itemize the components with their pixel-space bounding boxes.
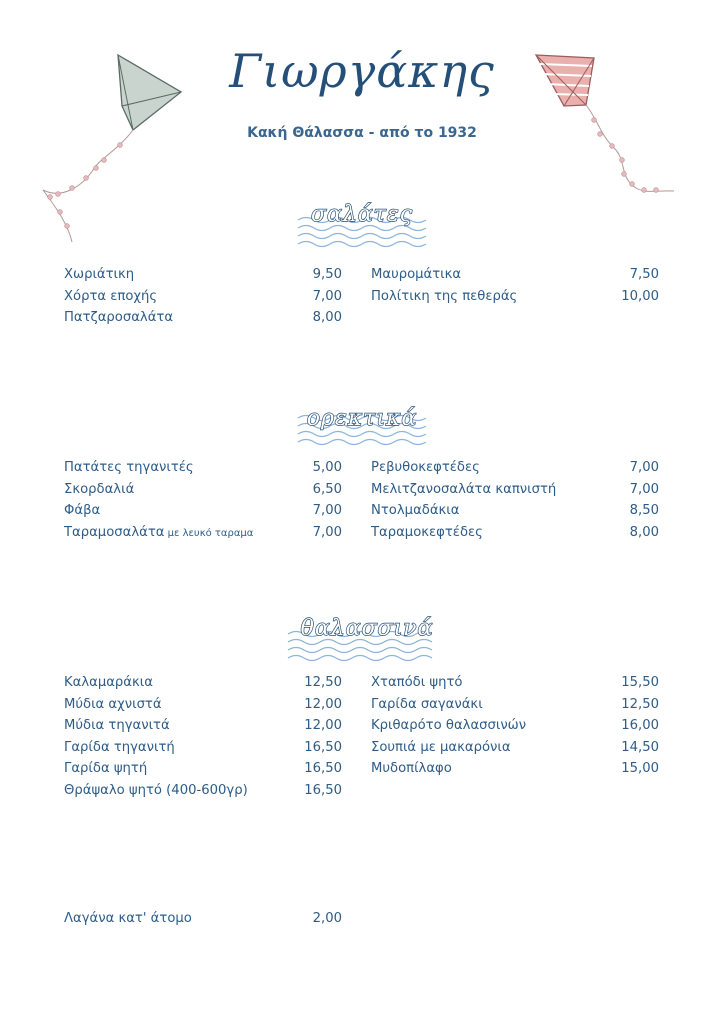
menu-item: Γαρίδα σαγανάκι 12,50 <box>371 696 659 712</box>
menu-item: Θράψαλο ψητό (400-600γρ) 16,50 <box>64 782 342 798</box>
menu-item: Μαυρομάτικα 7,50 <box>371 267 659 282</box>
menu-item: Πατάτες τηγανιτές 5,00 <box>64 460 342 475</box>
menu-item: Καλαμαράκια 12,50 <box>64 675 342 690</box>
menu-item: Μελιτζανοσαλάτα καπνιστή 7,00 <box>371 481 659 497</box>
menu-item: Λαγάνα κατ' άτομο 2,00 <box>64 911 342 926</box>
appetizers-left-column <box>64 460 342 546</box>
menu-item: Γαρίδα ψητή 16,50 <box>64 761 342 777</box>
menu-item: Πατζαροσαλάτα 8,00 <box>64 310 342 326</box>
left-kite-icon <box>38 50 188 250</box>
restaurant-subtitle: Κακή Θάλασσα - από το 1932 <box>247 125 477 141</box>
menu-item: Φάβα 7,00 <box>64 503 342 519</box>
seafood-right-column <box>371 675 659 783</box>
menu-item: Χόρτα εποχής 7,00 <box>64 288 342 304</box>
appetizers-right-column <box>371 460 659 546</box>
menu-item: Χταπόδι ψητό 15,50 <box>371 675 659 690</box>
section-header-salads <box>262 196 462 252</box>
menu-item: Ταραμοκεφτέδες 8,00 <box>371 524 659 540</box>
menu-item: Ρεβυθοκεφτέδες 7,00 <box>371 460 659 475</box>
seafood-left-column <box>64 675 342 805</box>
salads-right-column <box>371 267 659 310</box>
menu-item: Μυδοπίλαφο 15,00 <box>371 761 659 777</box>
menu-item: Χωριάτικη 9,50 <box>64 267 342 282</box>
menu-item: Πολίτικη της πεθεράς 10,00 <box>371 288 659 304</box>
menu-item: Ταραμοσαλάτα με λευκό ταραμα 7,00 <box>64 524 342 540</box>
item-note: με λευκό ταραμα <box>164 527 254 539</box>
menu-item: Κριθαρότο θαλασσινών 16,00 <box>371 718 659 734</box>
menu-item: Σκορδαλιά 6,50 <box>64 481 342 497</box>
menu-item: Μύδια αχνιστά 12,00 <box>64 696 342 712</box>
extra-item-column <box>64 911 342 933</box>
salads-left-column <box>64 267 342 332</box>
section-title-seafood: θαλασσινά <box>300 616 434 641</box>
section-header-appetizers <box>262 394 462 450</box>
section-title-salads: σαλάτες <box>311 202 413 227</box>
restaurant-title: Γιωργάκης <box>229 44 495 98</box>
menu-item: Γαρίδα τηγανιτή 16,50 <box>64 739 342 755</box>
section-title-appetizers: ορεκτικά <box>306 406 418 431</box>
menu-item: Ντολμαδάκια 8,50 <box>371 503 659 519</box>
section-header-seafood <box>282 608 452 664</box>
menu-item: Μύδια τηγανιτά 12,00 <box>64 718 342 734</box>
right-kite-icon <box>528 50 688 210</box>
menu-item: Σουπιά με μακαρόνια 14,50 <box>371 739 659 755</box>
